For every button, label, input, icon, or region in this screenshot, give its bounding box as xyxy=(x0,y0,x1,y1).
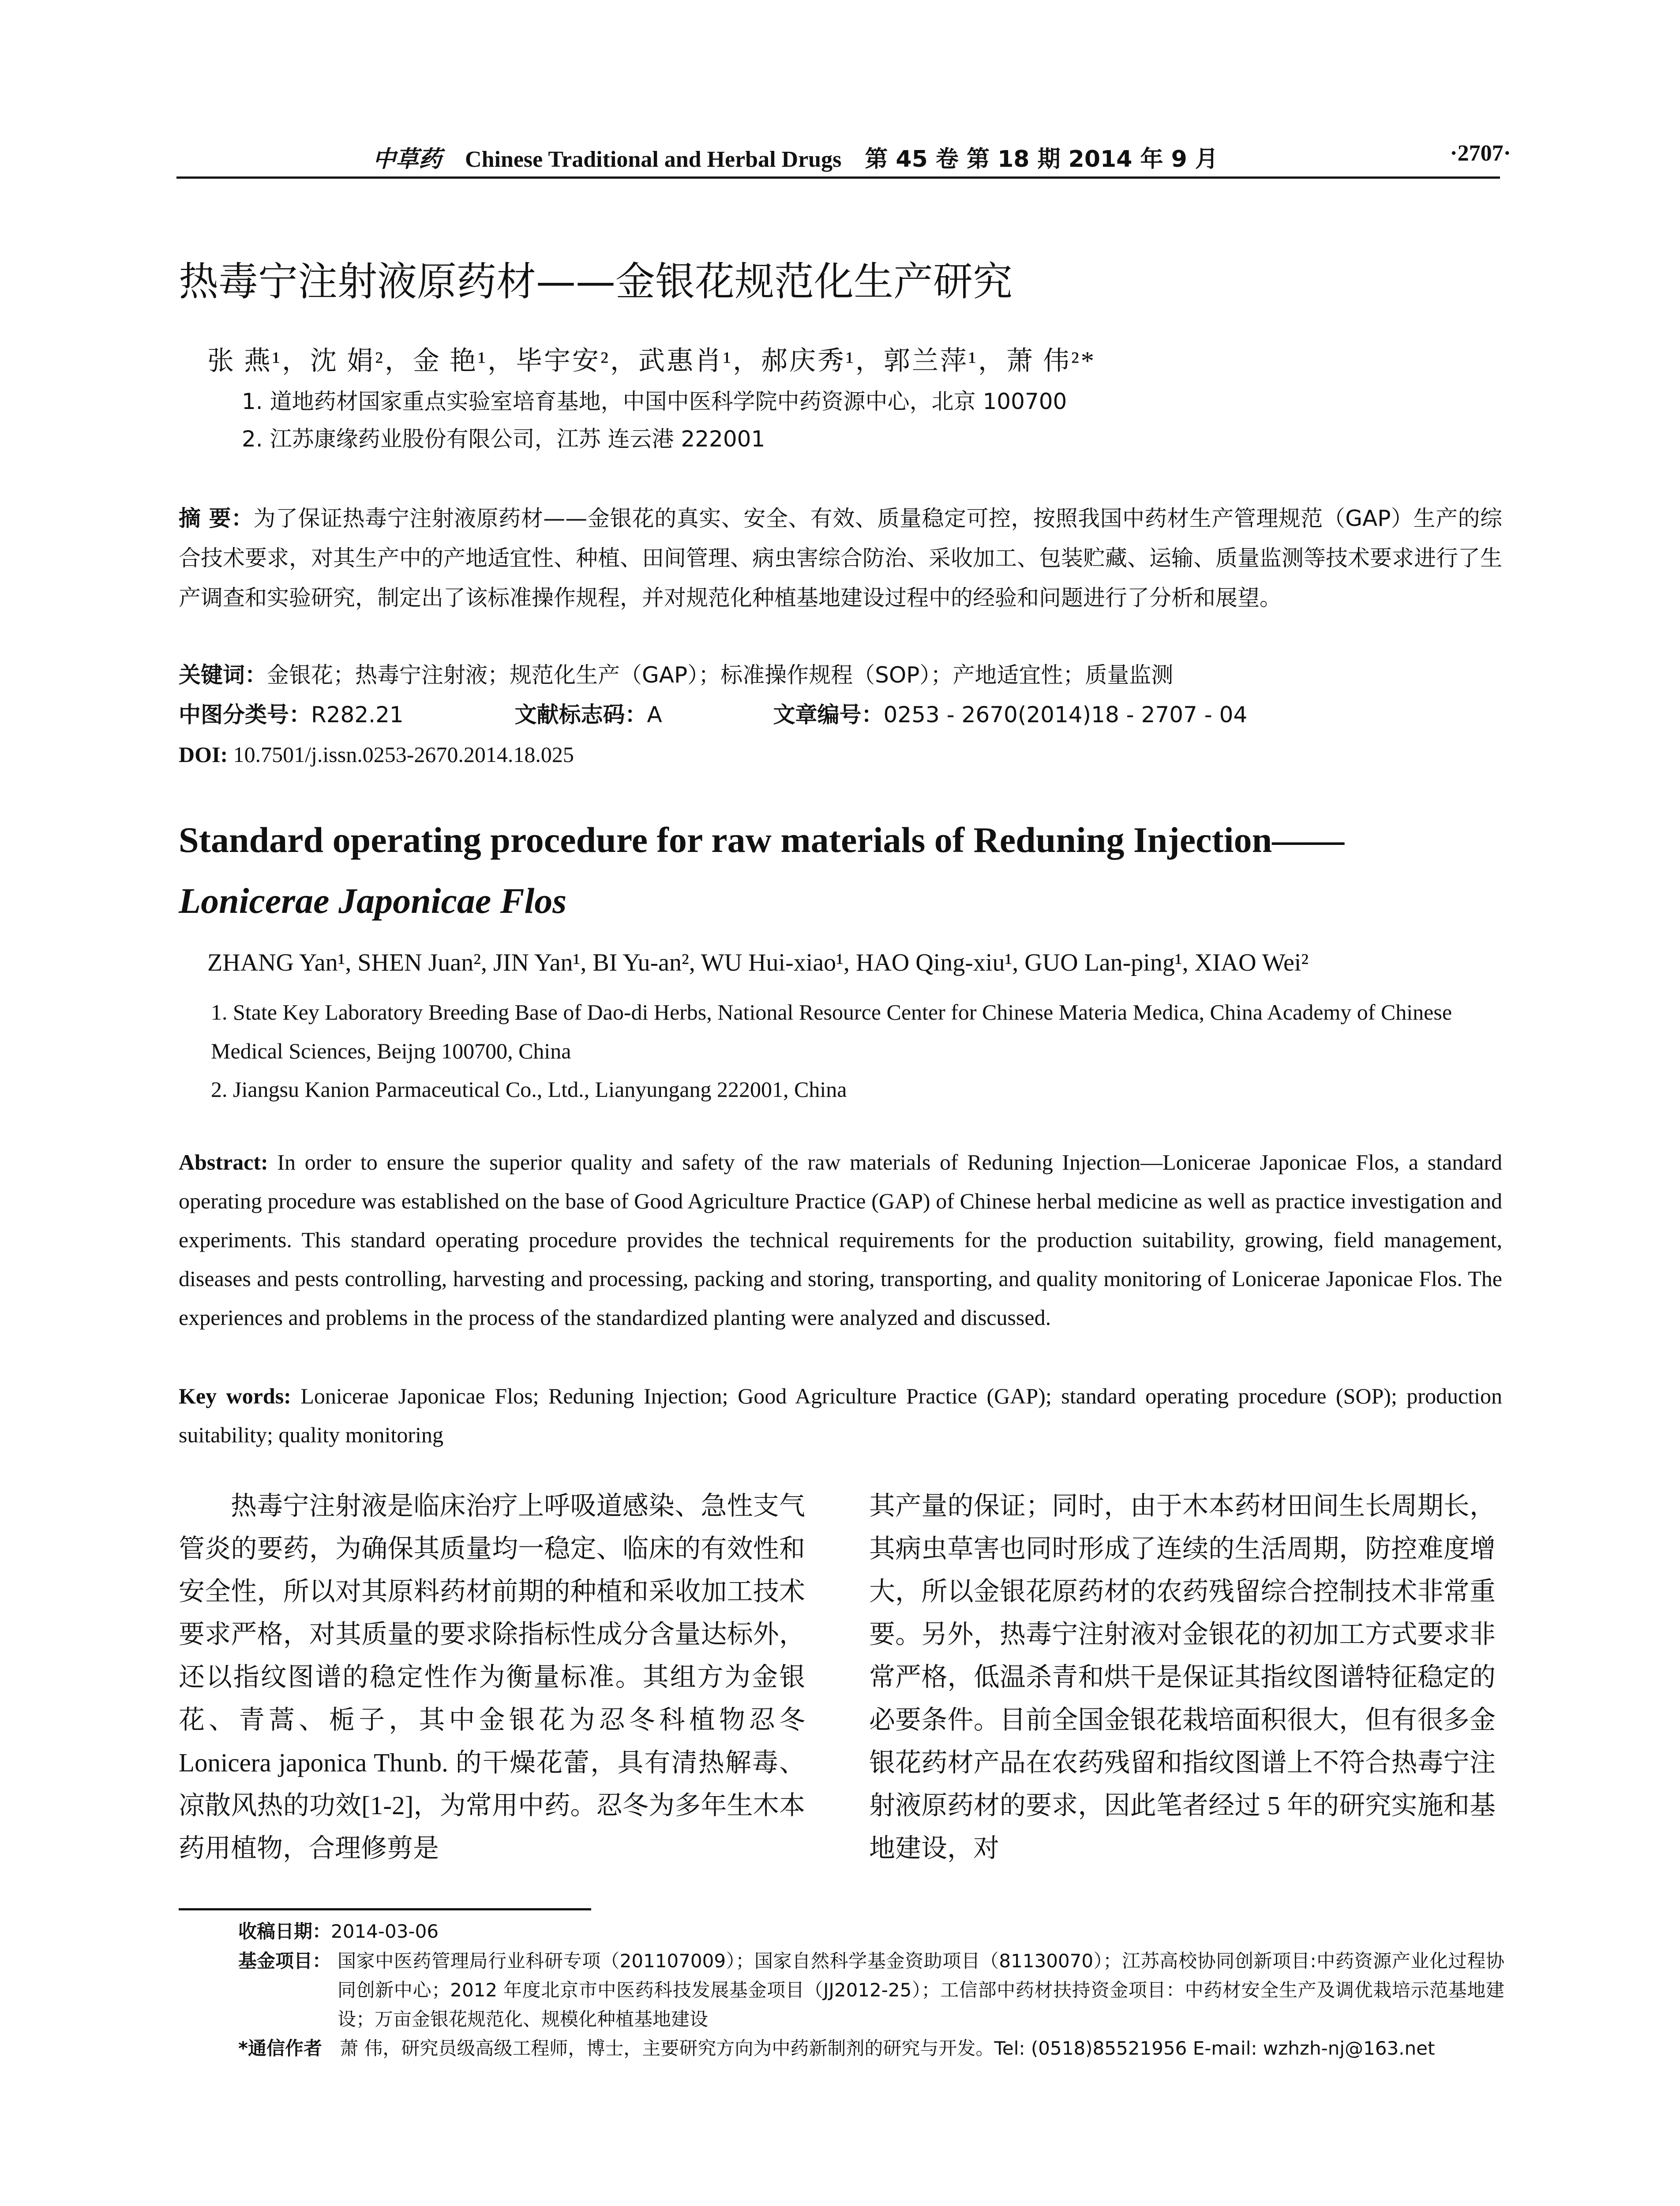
body-column-left xyxy=(179,1485,805,1870)
clc-value: R282.21 xyxy=(311,702,404,728)
corr-label: *通信作者 xyxy=(238,2037,322,2059)
doc-code-label: 文献标志码： xyxy=(514,702,647,728)
clc-label: 中图分类号： xyxy=(179,702,311,728)
chinese-affiliation-2: 2. 江苏康缘药业股份有限公司，江苏 连云港 222001 xyxy=(242,426,765,452)
body-column-right xyxy=(869,1485,1496,1870)
received-label: 收稿日期： xyxy=(238,1921,331,1942)
english-keywords-label: Key words: xyxy=(179,1384,291,1408)
english-title-line-1: Standard operating procedure for raw materials of Reduning Injection—— xyxy=(179,820,1345,860)
doi xyxy=(179,735,1502,774)
footnote-corresponding-author xyxy=(238,2034,1504,2063)
english-abstract xyxy=(179,1143,1502,1337)
english-affiliation-1: 1. State Key Laboratory Breeding Base of Dao-di Herbs, National Resource Center for Chinese Materia Medica, China Academy of Chinese Medical Sciences, Beijng 100700, China xyxy=(211,1000,1452,1063)
english-affiliation-2: 2. Jiangsu Kanion Parmaceutical Co., Ltd., Lianyungang 222001, China xyxy=(211,1077,847,1102)
body-paragraph-left: 热毒宁注射液是临床治疗上呼吸道感染、急性支气管炎的要药，为确保其质量均一稳定、临床的有效性和安全性，所以对其原料药材前期的种植和采收加工技术要求严格，对其质量的要求除指标性成分含量达标外，还以指纹图谱的稳定性作为衡量标准。其组方为金银花、青蒿、栀子，其中金银花为忍冬科植物忍冬 Lonicera japonica Thunb. 的干燥花蕾，具有清热解毒、凉散风热的功效[1-2]，为常用中药。忍冬为多年生木本药用植物，合理修剪是 xyxy=(179,1491,805,1863)
chinese-title: 热毒宁注射液原药材——金银花规范化生产研究 xyxy=(179,259,1012,305)
article-no-value: 0253 - 2670(2014)18 - 2707 - 04 xyxy=(883,702,1248,728)
chinese-abstract-label: 摘 要： xyxy=(179,506,254,531)
header-divider xyxy=(176,176,1500,179)
chinese-authors: 张 燕¹，沈 娟²，金 艳¹，毕宇安²，武惠肖¹，郝庆秀¹，郭兰萍¹，萧 伟²* xyxy=(207,346,1096,375)
journal-header xyxy=(373,140,1218,173)
footnote-received xyxy=(238,1917,439,1946)
received-date: 2014-03-06 xyxy=(331,1921,439,1942)
body-paragraph-right: 其产量的保证；同时，由于木本药材田间生长周期长，其病虫草害也同时形成了连续的生活周期，防控难度增大，所以金银花原药材的农药残留综合控制技术非常重要。另外，热毒宁注射液对金银花的初加工方式要求非常严格，低温杀青和烘干是保证其指纹图谱特征稳定的必要条件。目前全国金银花栽培面积很大，但有很多金银花药材产品在农药残留和指纹图谱上不符合热毒宁注射液原药材的要求，因此笔者经过 5 年的研究实施和基地建设，对 xyxy=(869,1491,1496,1863)
english-keywords xyxy=(179,1377,1502,1454)
page-number: ·2707· xyxy=(1450,141,1511,166)
doi-label: DOI: xyxy=(179,742,228,767)
journal-name-cn: 中草药 xyxy=(373,146,442,173)
journal-name-en: Chinese Traditional and Herbal Drugs xyxy=(465,147,842,172)
corr-text: 萧 伟，研究员级高级工程师，博士，主要研究方向为中药新制剂的研究与开发。Tel: (0518)85521956 E-mail: wzhzh-nj@163.net xyxy=(340,2037,1435,2059)
english-title-line-2: Lonicerae Japonicae Flos xyxy=(179,881,567,921)
chinese-abstract-text: 为了保证热毒宁注射液原药材——金银花的真实、安全、有效、质量稳定可控，按照我国中药材生产管理规范（GAP）生产的综合技术要求，对其生产中的产地适宜性、种植、田间管理、病虫害综合防治、采收加工、包装贮藏、运输、质量监测等技术要求进行了生产调查和实验研究，制定出了该标准操作规程，并对规范化种植基地建设过程中的经验和问题进行了分析和展望。 xyxy=(179,506,1502,611)
english-title xyxy=(179,810,1502,931)
running-header xyxy=(179,140,1511,176)
article-no-label: 文章编号： xyxy=(773,702,884,728)
issue-info: 第 45 卷 第 18 期 2014 年 9 月 xyxy=(865,146,1218,173)
english-abstract-label: Abstract: xyxy=(179,1150,268,1174)
footnote-funding xyxy=(238,1947,1504,2034)
fund-text: 国家中医药管理局行业科研专项（201107009）；国家自然科学基金资助项目（81130070）；江苏高校协同创新项目:中药资源产业化过程协同创新中心；2012 年度北京市中医药科技发展基金项目（JJ2012-25）；工信部中药材扶持资金项目：中药材安全生产及调优栽培示范基地建设；万亩金银花规范化、规模化种植基地建设 xyxy=(338,1950,1505,2030)
footnote-divider xyxy=(179,1908,591,1910)
chinese-keywords-text: 金银花；热毒宁注射液；规范化生产（GAP）；标准操作规程（SOP）；产地适宜性；质量监测 xyxy=(267,662,1174,688)
chinese-keywords xyxy=(179,655,1502,695)
classification-info xyxy=(179,695,1502,735)
english-authors: ZHANG Yan¹, SHEN Juan², JIN Yan¹, BI Yu-an², WU Hui-xiao¹, HAO Qing-xiu¹, GUO Lan-ping¹, XIAO Wei² xyxy=(207,949,1309,976)
fund-label: 基金项目： xyxy=(238,1950,331,1972)
english-abstract-text: In order to ensure the superior quality and safety of the raw materials of Reduning Injection—Lonicerae Japonicae Flos, a standard operating procedure was established on the base of Good Agriculture Practice (GAP) of Chinese herbal medicine as well as practice investigation and experiments. This standard operating procedure provides the technical requirements for the production suitability, growing, field management, diseases and pests controlling, harvesting and processing, packing and storing, transporting, and quality monitoring of Lonicerae Japonicae Flos. The experiences and problems in the process of the standardized planting were analyzed and discussed. xyxy=(179,1150,1502,1330)
doi-value: 10.7501/j.issn.0253-2670.2014.18.025 xyxy=(233,742,574,767)
chinese-affiliation-1: 1. 道地药材国家重点实验室培育基地，中国中医科学院中药资源中心，北京 100700 xyxy=(242,389,1067,414)
english-keywords-text: Lonicerae Japonicae Flos; Reduning Injection; Good Agriculture Practice (GAP); standard operating procedure (SOP); production suitability; quality monitoring xyxy=(179,1384,1502,1447)
chinese-abstract xyxy=(179,499,1502,618)
doc-code-value: A xyxy=(647,702,662,728)
chinese-keywords-label: 关键词： xyxy=(179,662,267,688)
